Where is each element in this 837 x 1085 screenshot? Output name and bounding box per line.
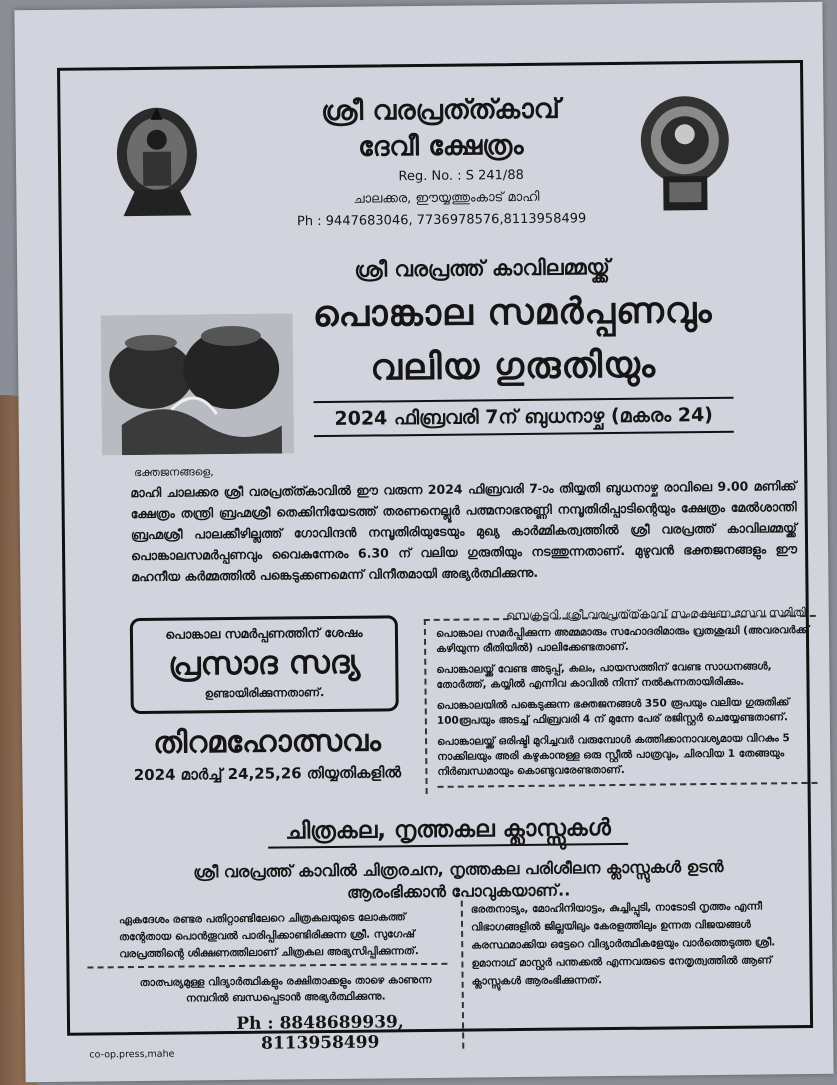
temple-name: ശ്രീ വരപ്രത്ത്കാവ് [320, 93, 560, 128]
prasada-box [130, 615, 399, 714]
temple-type: ദേവീ ക്ഷേത്രം [358, 129, 524, 163]
temple-phone: Ph : 9447683046, 7736978576,8113958499 [296, 211, 587, 230]
press-credit: co-op.press,mahe [89, 1048, 175, 1061]
rules-divider [438, 782, 818, 788]
greeting: ഭക്തജനങ്ങളെ, [134, 465, 214, 480]
dance-teacher-info: ഭരതനാട്യം, മോഹിനിയാട്ടം, കുച്ചിപ്പുടി, നാടോടി നൃത്തം എന്നീ വിഭാഗങ്ങളിൽ ജില്ലയിലും കേരളത്തിലും ഉന്നത വിജയങ്ങൾ കരസ്ഥമാക്കിയ ഒട്ടേറെ വിദ്യാർത്ഥികളേയും വാർത്തെടുത്ത ശ്രീ. ഉമാനാഥ് മാസ്റ്റർ പന്തക്കൽ എന്നവരുടെ നേതൃത്വത്തിൽ ആണ് ക്ലാസ്സുകൾ ആരംഭിക്കുന്നത്. [470, 900, 776, 988]
event-headline-2: വലിയ ഗുരുതിയും [370, 344, 657, 389]
deity-right-icon [632, 94, 737, 213]
event-headline-1: പൊങ്കാല സമർപ്പണവും [312, 289, 713, 336]
invitation-paragraph: മാഹി ചാലക്കര ശ്രീ വരപ്രത്ത്കാവിൽ ഈ വരുന്ന 2024 ഫിബ്രവരി 7-ാം തിയ്യതി ബുധനാഴ്ച രാവിലെ 9.00 മണിക്ക് ക്ഷേത്രം തന്ത്രി ബ്രഹ്മശ്രീ തെക്കിനിയേടത്ത് തരണനെല്ലൂർ പത്മനാഭനുണ്ണി നമ്പൂതിരിപ്പാടിന്റെയും ക്ഷേത്രം മേൽശാന്തി ബ്രഹ്മശ്രീ പാലക്കീഴില്ലത്ത് ഗോവിന്ദൻ നമ്പൂതിരിയുടേയും മുഖ്യ കാർമ്മികത്വത്തിൽ ശ്രീ വരപ്രത്ത് കാവിലമ്മയ്ക്ക് പൊങ്കാലസമർപ്പണവും വൈകുന്നേരം 6.30 ന് വലിയ ഗുരുതിയും നടത്തുന്നതാണ്. മുഴുവൻ ഭക്തജനങ്ങളും ഈ മഹനീയ കർമ്മത്തിൽ പങ്കെടുക്കണമെന്ന് വിനീതമായി അഭ്യർത്ഥിക്കുന്നു. [130, 478, 798, 585]
temple-address: ചാലക്കര, ഈയ്യത്തുംകാട് മാഹി [353, 189, 540, 207]
prasada-title: പ്രസാദ സദ്യ [168, 642, 361, 683]
rule-item: പൊങ്കാലയിൽ പങ്കെടുക്കുന്ന ഭക്തജനങ്ങൾ 350 രൂപയും വലിയ ഗുരുതിക്ക് 100രൂപയും അടച്ച് ഫിബ്രവരി 4 ന് മുന്നേ പേര് രജിസ്റ്റർ ചെയ്യേണ്ടതാണ്. [436, 696, 790, 727]
prasada-line-1: പൊങ്കാല സമർപ്പണത്തിന് ശേഷം [165, 624, 363, 642]
event-subtitle: ശ്രീ വരപ്രത്ത് കാവിലമ്മയ്ക്ക് [354, 255, 610, 282]
flyer-paper [14, 2, 833, 1082]
classes-heading: ചിത്രകല, നൃത്തകല ക്ലാസ്സുകൾ [268, 815, 628, 849]
deity-left-icon [112, 105, 201, 224]
contact-text: താത്പര്യമുള്ള വിദ്യാർത്ഥികളും രക്ഷിതാക്കളും താഴെ കാണുന്ന നമ്പറിൽ ബന്ധപ്പെടാൻ അഭ്യർത്ഥിക്കുന്നു. [139, 973, 432, 1005]
classes-announcement: ശ്രീ വരപ്രത്ത് കാവിൽ ചിത്രരചന, നൃത്തകല പരിശീലന ക്ലാസ്സുകൾ ഉടൻ ആരംഭിക്കാൻ പോവുകയാണ്.. [193, 856, 724, 902]
signatory: സെക്രട്ടറി, ശ്രീ വരപ്രത്ത്കാവ് സംരക്ഷണ സേവ സമിതി [506, 605, 806, 623]
contact-divider [87, 963, 447, 969]
flyer-frame [57, 60, 813, 1054]
festival-title: തിറമഹോത്സവം [153, 723, 382, 761]
rules-list [424, 615, 818, 794]
pongala-photo [101, 313, 294, 455]
festival-dates: 2024 മാർച്ച് 24,25,26 തിയ്യതികളിൽ [133, 763, 402, 785]
rule-item: പൊങ്കാല സമർപ്പിക്കുന്ന അമ്മമാരും സഹോദരിമാരും വ്രതശുദ്ധി (അവരവർക്ക് കഴിയുന്ന രീതിയിൽ) പാലിക്കേണ്ടതാണ്. [435, 623, 810, 655]
event-date: 2024 ഫിബ്രവരി 7ന് ബുധനാഴ്ച (മകരം 24) [314, 397, 734, 437]
contact-phone: Ph : 8848689939, 8113958499 [236, 1012, 404, 1054]
registration-number: Reg. No. : S 241/88 [398, 167, 524, 185]
rule-item: പൊങ്കാലയ്ക്ക് ഒരിഷ്ടി മുറിച്ചവർ വരുമ്പോൾ കത്തിക്കാനാവശ്യമായ വിറകും 5 നാക്കിലയും അരി കഴുകാനുള്ള ഒരു സ്റ്റീൽ പാത്രവും, ചിരവിയ 1 തേങ്ങയും നിർബന്ധമായും കൊണ്ടുവരേണ്ടതാണ്. [437, 732, 790, 778]
art-teacher-info: ഏകദേശം രണ്ടര പതിറ്റാണ്ടിലേറെ ചിത്രകലയുടെ ലോകത്ത് തന്റേതായ പൊൻതൂവൽ പാരിപ്പിക്കാണ്ടിരിക്കുന്ന ശ്രീ. സുഗേഷ് വരപ്രത്തിന്റെ ശിക്ഷണത്തിലാണ് ചിത്രകല അഭ്യസിപ്പിക്കുന്നത്. [118, 911, 419, 961]
prasada-line-3: ഉണ്ടായിരിക്കുന്നതാണ്. [204, 685, 325, 701]
classes-divider [461, 901, 465, 1049]
rule-item: പൊങ്കാലയ്ക്ക് വേണ്ട അടുപ്പ്, കലം, പായസത്തിന് വേണ്ട സാധനങ്ങൾ, തോർത്ത്, കയ്യിൽ എന്നിവ കാവിൽ നിന്ന് നൽകുന്നതായിരിക്കും. [436, 660, 772, 691]
